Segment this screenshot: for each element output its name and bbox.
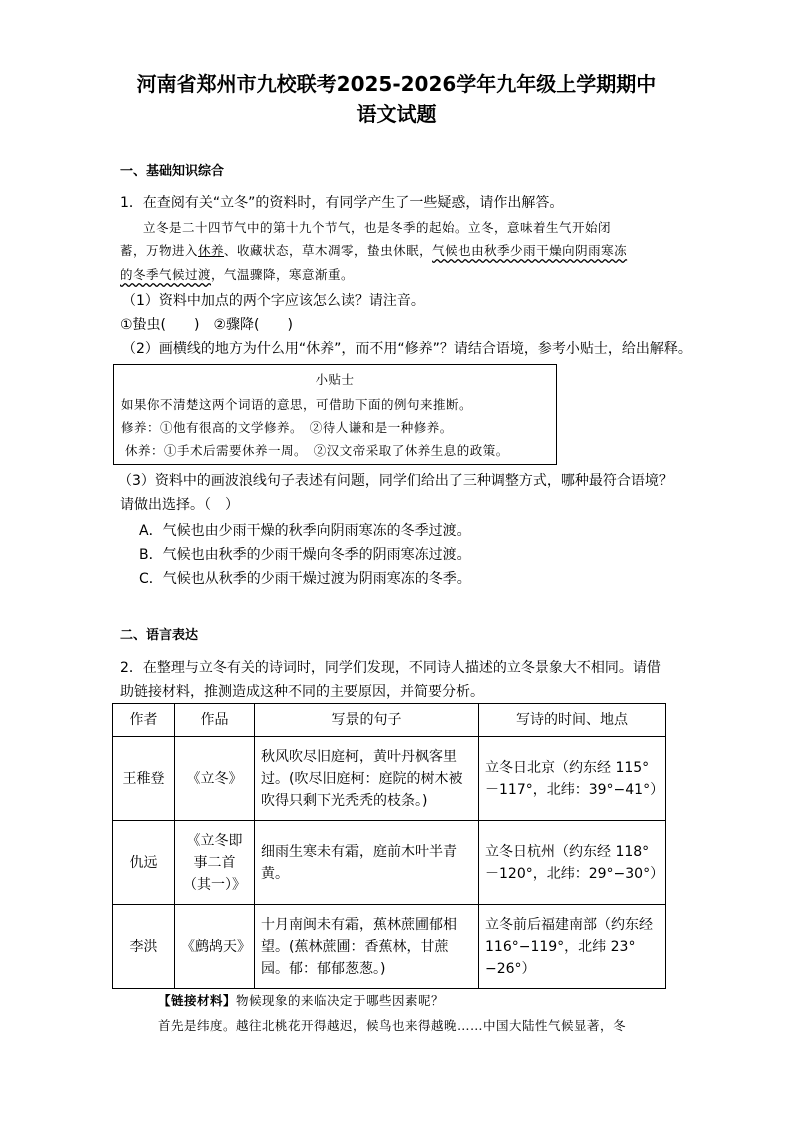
page-subtitle: 语文试题 [356, 102, 437, 126]
q1-sub1-items: ①蛰虫( ) ②骤降( ) [120, 317, 293, 333]
cell-work: 《鹧鸪天》 [175, 905, 255, 989]
option-c: C．气候也从秋季的少雨干燥过渡为阴雨寒冻的冬季。 [139, 571, 471, 587]
page-title: 河南省郑州市九校联考2025-2026学年九年级上学期期中 [136, 72, 657, 96]
header-work: 作品 [175, 704, 255, 737]
option-b: B．气候也由秋季的少雨干燥向冬季的阴雨寒冻过渡。 [139, 547, 471, 563]
section-heading-1: 一、基础知识综合 [120, 164, 225, 179]
header-time-place: 写诗的时间、地点 [479, 704, 666, 737]
table-row [113, 821, 666, 905]
passage-line-1: 立冬是二十四节气中的第十九个节气，也是冬季的起始。立冬，意味着生气开始闭 [143, 220, 612, 235]
link-material-line-1 [158, 991, 444, 1009]
tip-title: 小贴士 [315, 372, 355, 387]
q2-stem-line-2: 助链接材料，推测造成这种不同的主要原因，并简要分析。 [120, 684, 484, 700]
q1-sub3-cont: 请做出选择。（ ） [120, 497, 239, 513]
passage-text: 蓄，万物进入 [120, 243, 199, 258]
table-header-row [113, 704, 666, 737]
cell-author: 仇远 [113, 821, 175, 905]
cell-author: 王稚登 [113, 737, 175, 821]
header-author: 作者 [113, 704, 175, 737]
passage-text: 降，寒意渐重。 [263, 267, 355, 282]
q1-sub1: （1）资料中加点的两个字应该怎么读？请注音。 [122, 293, 425, 309]
tip-box [113, 364, 557, 465]
wavy-sentence-part-1: 气候也由秋季少雨干燥向阴雨寒冻 [432, 243, 628, 258]
tip-line-3: 休养：①手术后需要休养一周。 ②汉文帝采取了休养生息的政策。 [125, 443, 509, 458]
dotted-char-zhou: 骤 [250, 267, 264, 282]
passage-text: 、收藏状态，草木凋零， [224, 243, 368, 258]
table-row [113, 737, 666, 821]
passage-line-2 [120, 241, 627, 259]
header-scene: 写景的句子 [255, 704, 479, 737]
cell-time-place: 立冬日杭州（约东经 118°－120°，北纬：29°−30°） [479, 821, 666, 905]
poem-table [112, 703, 666, 989]
link-material-label: 【链接材料】 [158, 993, 237, 1008]
q2-stem-line-1: 2．在整理与立冬有关的诗词时，同学们发现，不同诗人描述的立冬景象大不相同。请借 [120, 660, 661, 676]
passage-text: ，气温 [211, 267, 251, 282]
cell-work: 《立冬》 [175, 737, 255, 821]
passage-text: 虫休眠， [380, 243, 433, 258]
tip-line-1: 如果你不清楚这两个词语的意思，可借助下面的例句来推断。 [121, 397, 473, 412]
dotted-char-zhe: 蛰 [367, 243, 381, 258]
option-a: A．气候也由少雨干燥的秋季向阴雨寒冻的冬季过渡。 [139, 523, 471, 539]
passage-line-3 [120, 265, 354, 283]
cell-scene: 十月南闽未有霜，蕉林蔗圃郁相望。(蕉林蔗圃：香蕉林，甘蔗园。郁：郁郁葱葱。) [255, 905, 479, 989]
cell-time-place: 立冬日北京（约东经 115°－117°，北纬：39°−41°） [479, 737, 666, 821]
section-heading-2: 二、语言表达 [120, 628, 199, 643]
link-material-line-2: 首先是纬度。越往北桃花开得越迟，候鸟也来得越晚……中国大陆性气候显著，冬 [158, 1018, 627, 1033]
wavy-sentence-part-2: 的冬季气候过渡 [120, 267, 212, 282]
table-row [113, 905, 666, 989]
cell-work: 《立冬即事二首（其一）》 [175, 821, 255, 905]
cell-author: 李洪 [113, 905, 175, 989]
underlined-word-xiuyang: 休养 [198, 243, 225, 258]
cell-scene: 细雨生寒未有霜，庭前木叶半青黄。 [255, 821, 479, 905]
cell-scene: 秋风吹尽旧庭柯，黄叶丹枫客里过。(吹尽旧庭柯：庭院的树木被吹得只剩下光秃秃的枝条。) [255, 737, 479, 821]
q1-sub3: （3）资料中的画波浪线句子表述有问题，同学们给出了三种调整方式，哪种最符合语境？ [118, 473, 673, 489]
tip-line-2: 修养：①他有很高的文学修养。 ②待人谦和是一种修养。 [121, 420, 453, 435]
q1-stem: 1．在查阅有关“立冬”的资料时，有同学产生了一些疑惑，请作出解答。 [120, 195, 564, 211]
link-material-text: 物候现象的来临决定于哪些因素呢？ [236, 993, 445, 1008]
cell-time-place: 立冬前后福建南部（约东经 116°−119°，北纬 23°−26°） [479, 905, 666, 989]
q1-sub2: （2）画横线的地方为什么用“休养”，而不用“修养”？请结合语境，参考小贴士，给出解释。 [122, 341, 692, 357]
